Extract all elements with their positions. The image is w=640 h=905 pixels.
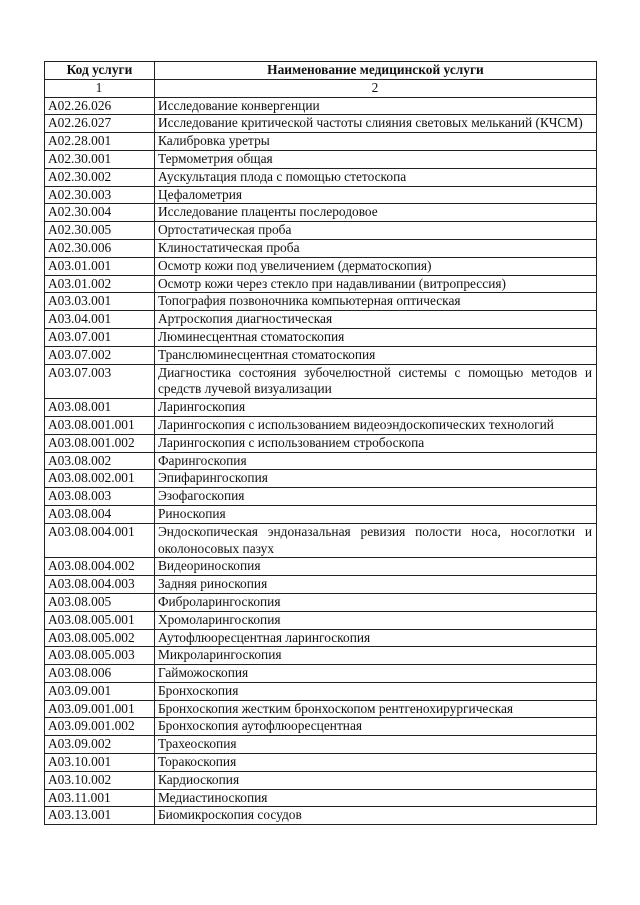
- service-code-cell: A03.09.001.002: [45, 718, 155, 736]
- service-code-cell: A03.08.001.001: [45, 416, 155, 434]
- table-row: [45, 399, 597, 417]
- service-code-cell: A03.08.002.001: [45, 470, 155, 488]
- service-name-cell: Аутофлюоресцентная ларингоскопия: [154, 629, 596, 647]
- table-row: [45, 611, 597, 629]
- service-code-cell: A03.09.001: [45, 682, 155, 700]
- table-row: [45, 754, 597, 772]
- service-code-cell: A03.08.005.002: [45, 629, 155, 647]
- service-name-cell: Топография позвоночника компьютерная оптическая: [154, 293, 596, 311]
- table-row: [45, 505, 597, 523]
- service-name-cell: Трахеоскопия: [154, 736, 596, 754]
- service-name-cell: Эзофагоскопия: [154, 488, 596, 506]
- service-name-cell: Задняя риноскопия: [154, 576, 596, 594]
- column-number-row: [45, 79, 597, 97]
- code-column-header: Код услуги: [45, 62, 155, 80]
- table-row: [45, 364, 597, 399]
- service-name-cell: Ларингоскопия: [154, 399, 596, 417]
- table-row: [45, 204, 597, 222]
- service-code-cell: A03.13.001: [45, 807, 155, 825]
- service-name-cell: Исследование критической частоты слияния световых мельканий (КЧСМ): [154, 115, 596, 133]
- table-row: [45, 647, 597, 665]
- table-row: [45, 186, 597, 204]
- table-row: [45, 97, 597, 115]
- service-code-cell: A03.07.002: [45, 346, 155, 364]
- table-row: [45, 771, 597, 789]
- service-name-cell: Риноскопия: [154, 505, 596, 523]
- service-code-cell: A03.10.001: [45, 754, 155, 772]
- table-row: [45, 593, 597, 611]
- service-name-cell: Биомикроскопия сосудов: [154, 807, 596, 825]
- table-row: [45, 257, 597, 275]
- service-name-cell: Диагностика состояния зубочелюстной системы с помощью методов и средств лучевой визуализации: [154, 364, 596, 399]
- service-code-cell: A03.08.005.001: [45, 611, 155, 629]
- table-row: [45, 700, 597, 718]
- service-code-cell: A03.08.004: [45, 505, 155, 523]
- service-name-cell: Фарингоскопия: [154, 452, 596, 470]
- service-code-cell: A03.08.006: [45, 665, 155, 683]
- service-name-cell: Бронхоскопия: [154, 682, 596, 700]
- table-row: [45, 311, 597, 329]
- service-code-cell: A02.26.026: [45, 97, 155, 115]
- service-name-cell: Транслюминесцентная стоматоскопия: [154, 346, 596, 364]
- table-row: [45, 682, 597, 700]
- service-code-cell: A02.30.001: [45, 150, 155, 168]
- service-code-cell: A03.09.001.001: [45, 700, 155, 718]
- service-code-cell: A03.08.004.001: [45, 523, 155, 558]
- table-row: [45, 558, 597, 576]
- table-row: [45, 807, 597, 825]
- service-code-cell: A03.08.002: [45, 452, 155, 470]
- service-name-cell: Калибровка уретры: [154, 133, 596, 151]
- service-code-cell: A03.03.001: [45, 293, 155, 311]
- table-row: [45, 488, 597, 506]
- service-name-cell: Бронхоскопия жестким бронхоскопом рентгенохирургическая: [154, 700, 596, 718]
- service-code-cell: A03.01.002: [45, 275, 155, 293]
- name-column-header: Наименование медицинской услуги: [154, 62, 596, 80]
- service-name-cell: Кардиоскопия: [154, 771, 596, 789]
- table-row: [45, 629, 597, 647]
- service-name-cell: Осмотр кожи под увеличением (дерматоскопия): [154, 257, 596, 275]
- table-row: [45, 452, 597, 470]
- service-name-cell: Ортостатическая проба: [154, 222, 596, 240]
- service-name-cell: Ларингоскопия с использованием стробоскопа: [154, 434, 596, 452]
- service-code-cell: A03.08.005: [45, 593, 155, 611]
- service-name-cell: Хромоларингоскопия: [154, 611, 596, 629]
- header-row: [45, 62, 597, 80]
- service-name-cell: Артроскопия диагностическая: [154, 311, 596, 329]
- service-code-cell: A03.08.001: [45, 399, 155, 417]
- name-column-number: 2: [154, 79, 596, 97]
- service-name-cell: Термометрия общая: [154, 150, 596, 168]
- table-row: [45, 275, 597, 293]
- table-row: [45, 576, 597, 594]
- service-name-cell: Бронхоскопия аутофлюоресцентная: [154, 718, 596, 736]
- table-row: [45, 718, 597, 736]
- service-name-cell: Клиностатическая проба: [154, 239, 596, 257]
- service-code-cell: A02.26.027: [45, 115, 155, 133]
- services-table: [44, 61, 597, 825]
- service-code-cell: A03.08.001.002: [45, 434, 155, 452]
- service-code-cell: A03.07.003: [45, 364, 155, 399]
- table-row: [45, 168, 597, 186]
- service-code-cell: A02.28.001: [45, 133, 155, 151]
- service-code-cell: A03.08.004.002: [45, 558, 155, 576]
- service-code-cell: A02.30.006: [45, 239, 155, 257]
- table-row: [45, 150, 597, 168]
- service-name-cell: Торакоскопия: [154, 754, 596, 772]
- service-name-cell: Медиастиноскопия: [154, 789, 596, 807]
- service-name-cell: Цефалометрия: [154, 186, 596, 204]
- service-code-cell: A02.30.005: [45, 222, 155, 240]
- table-row: [45, 328, 597, 346]
- service-name-cell: Гайможоскопия: [154, 665, 596, 683]
- table-row: [45, 346, 597, 364]
- service-name-cell: Исследование конвергенции: [154, 97, 596, 115]
- table-row: [45, 434, 597, 452]
- service-name-cell: Осмотр кожи через стекло при надавливании (витропрессия): [154, 275, 596, 293]
- table-row: [45, 239, 597, 257]
- service-code-cell: A03.08.004.003: [45, 576, 155, 594]
- service-code-cell: A02.30.004: [45, 204, 155, 222]
- table-body: [45, 97, 597, 825]
- service-code-cell: A03.08.003: [45, 488, 155, 506]
- service-code-cell: A02.30.002: [45, 168, 155, 186]
- table-row: [45, 470, 597, 488]
- table-row: [45, 133, 597, 151]
- service-code-cell: A03.04.001: [45, 311, 155, 329]
- table-row: [45, 222, 597, 240]
- service-name-cell: Аускультация плода с помощью стетоскопа: [154, 168, 596, 186]
- table-row: [45, 665, 597, 683]
- service-code-cell: A03.01.001: [45, 257, 155, 275]
- service-code-cell: A03.07.001: [45, 328, 155, 346]
- service-name-cell: Фиброларингоскопия: [154, 593, 596, 611]
- service-name-cell: Исследование плаценты послеродовое: [154, 204, 596, 222]
- table-row: [45, 789, 597, 807]
- service-code-cell: A03.11.001: [45, 789, 155, 807]
- service-name-cell: Люминесцентная стоматоскопия: [154, 328, 596, 346]
- service-code-cell: A03.10.002: [45, 771, 155, 789]
- service-code-cell: A03.09.002: [45, 736, 155, 754]
- service-code-cell: A02.30.003: [45, 186, 155, 204]
- table-row: [45, 416, 597, 434]
- table-row: [45, 293, 597, 311]
- table-row: [45, 523, 597, 558]
- service-name-cell: Видеориноскопия: [154, 558, 596, 576]
- service-name-cell: Эндоскопическая эндоназальная ревизия полости носа, носоглотки и околоносовых пазух: [154, 523, 596, 558]
- table-row: [45, 115, 597, 133]
- service-code-cell: A03.08.005.003: [45, 647, 155, 665]
- service-name-cell: Ларингоскопия с использованием видеоэндоскопических технологий: [154, 416, 596, 434]
- service-name-cell: Микроларингоскопия: [154, 647, 596, 665]
- table-row: [45, 736, 597, 754]
- service-name-cell: Эпифарингоскопия: [154, 470, 596, 488]
- code-column-number: 1: [45, 79, 155, 97]
